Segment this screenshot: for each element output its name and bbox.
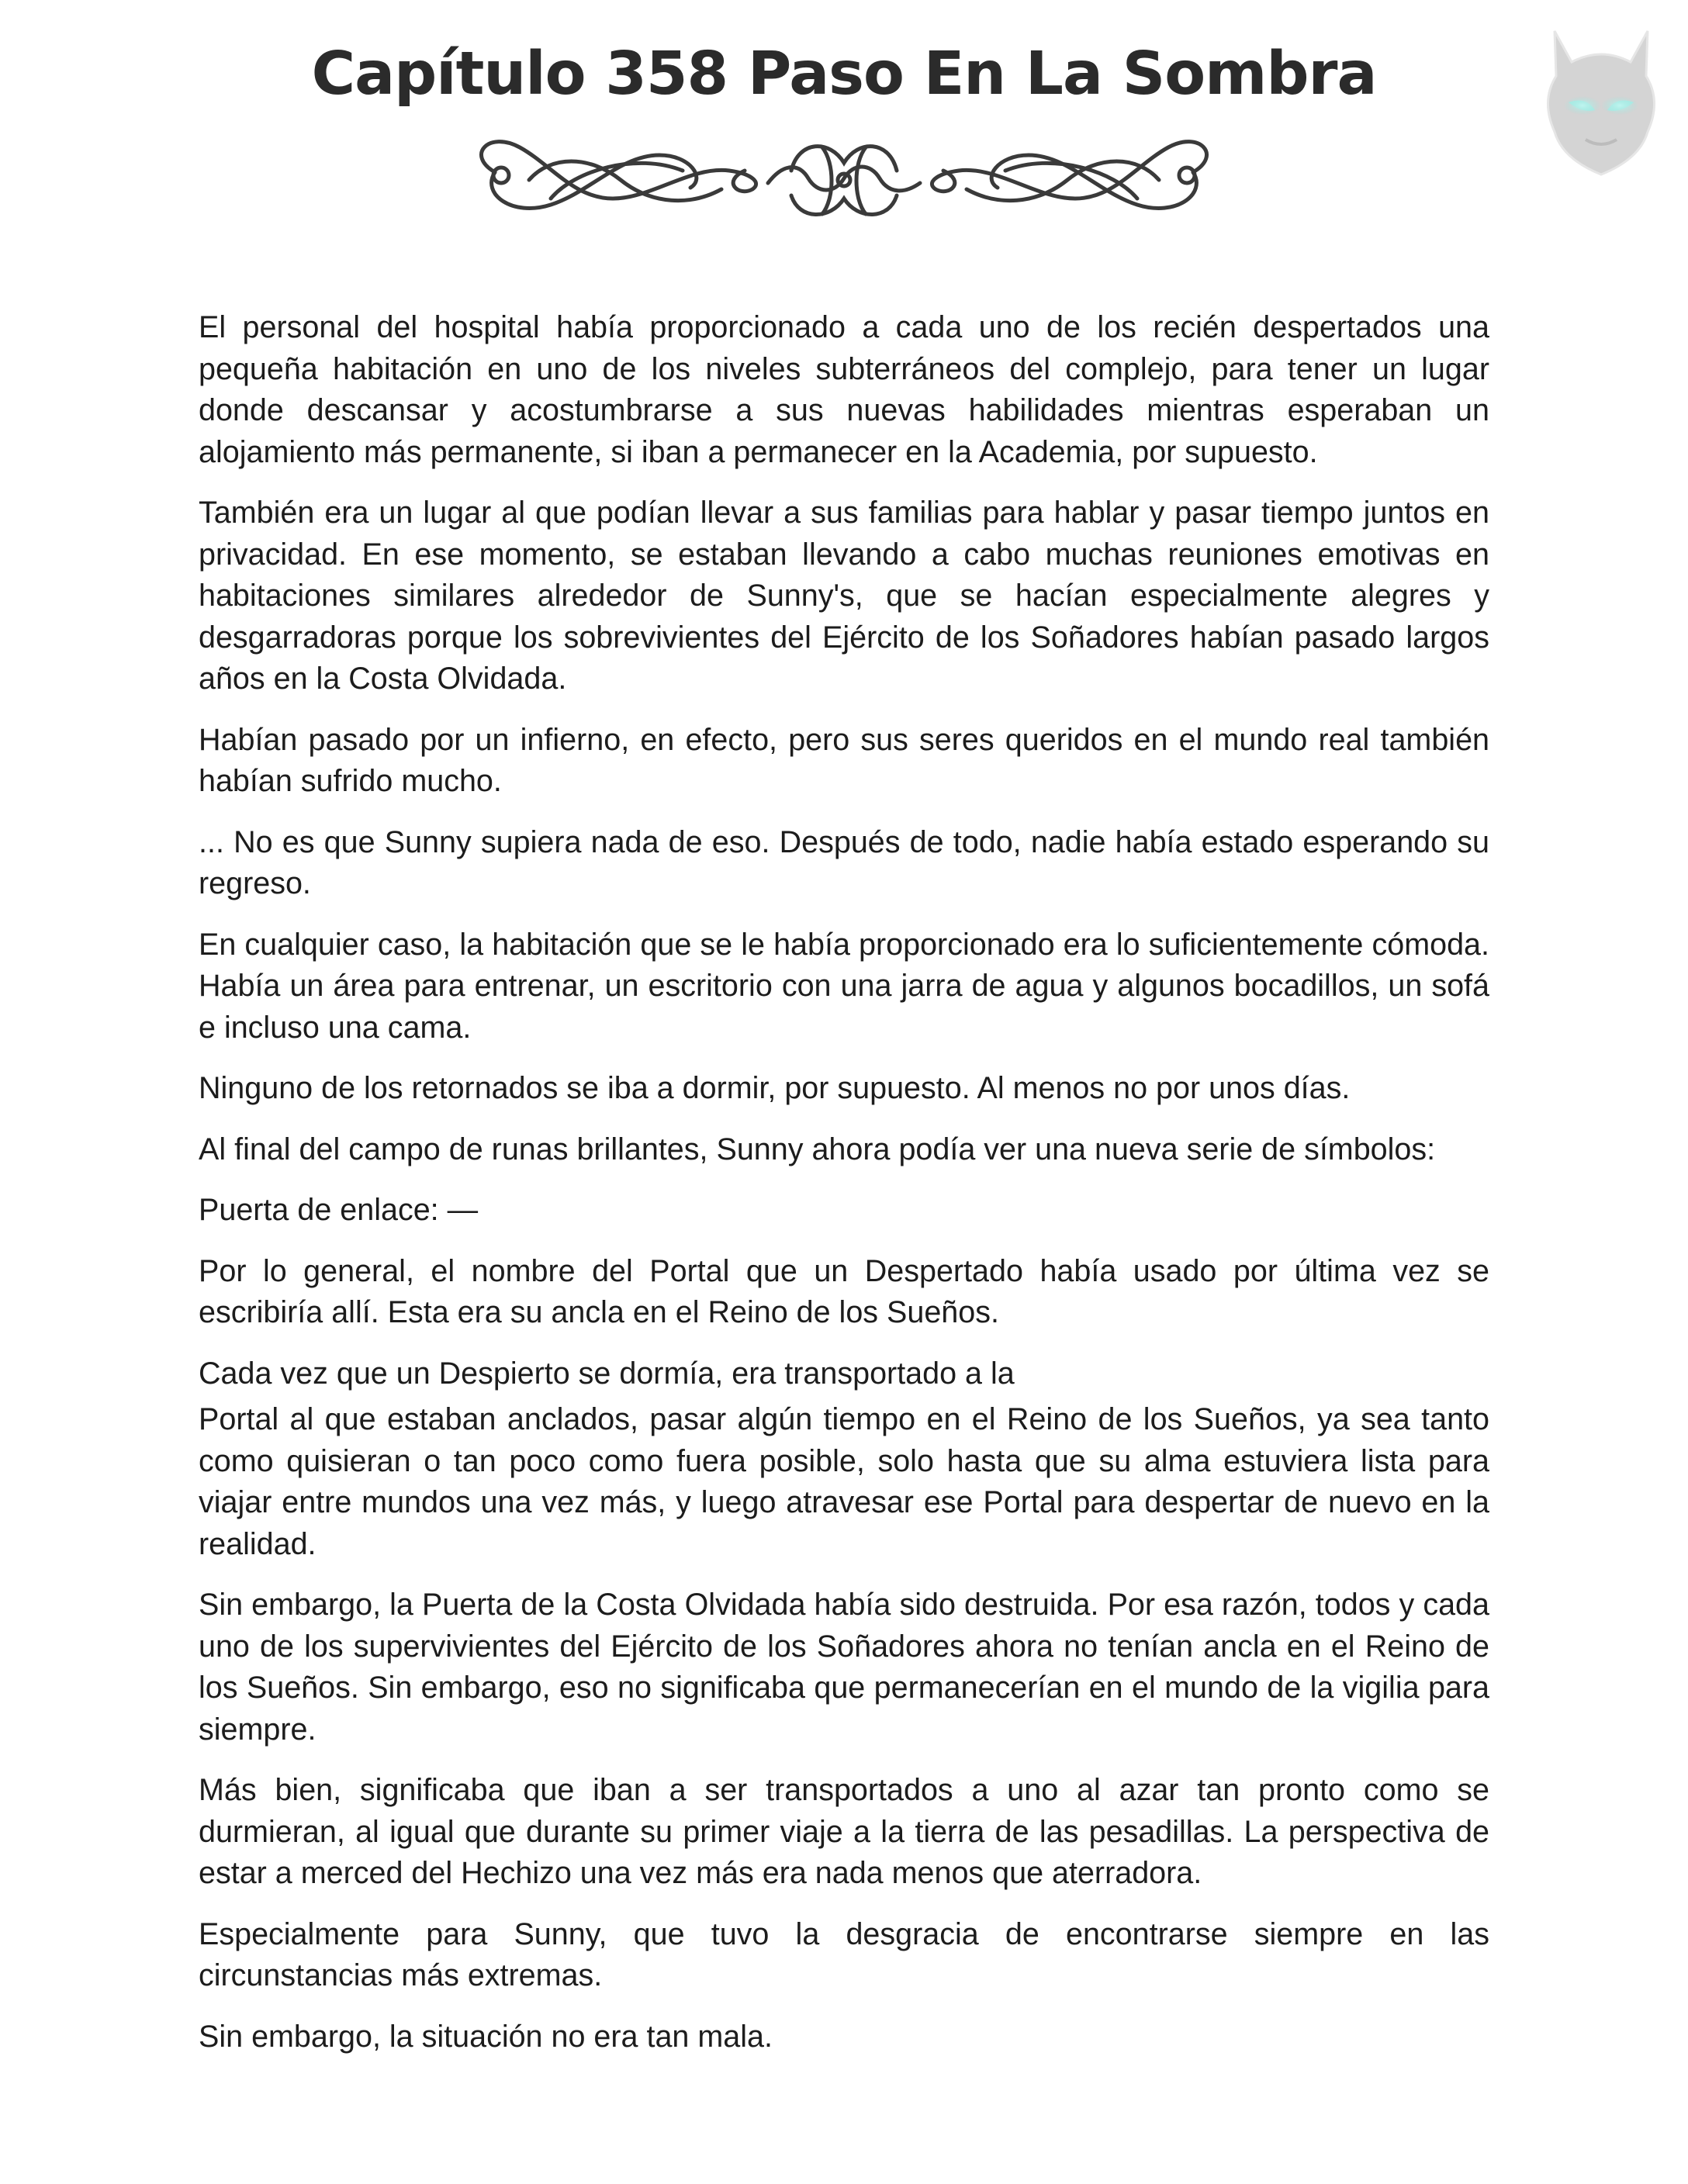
paragraph: Puerta de enlace: — — [199, 1193, 479, 1227]
paragraph: Más bien, significaba que iban a ser transportados a uno al azar tan pronto como se durmieran, al igual que durante su primer viaje a la tierra de las pesadillas. La perspectiva de estar a merced del Hechizo una vez más era nada menos que aterradora. — [199, 1773, 1489, 1890]
paragraph: Sin embargo, la Puerta de la Costa Olvidada había sido destruida. Por esa razón, todos y cada uno de los supervivientes del Ejército de los Soñadores ahora no tenían ancla en el Reino de los Sueños. Sin embargo, eso no significaba que permanecerían en el mundo de la vigilia para siempre. — [199, 1588, 1489, 1747]
paragraph: En cualquier caso, la habitación que se le había proporcionado era lo suficientemente cómoda. Había un área para entrenar, un escritorio con una jarra de agua y algunos bocadillos, un sofá e incluso una cama. — [199, 927, 1489, 1045]
flourish-divider-icon — [458, 124, 1230, 233]
paragraph: El personal del hospital había proporcionado a cada uno de los recién despertados una pequeña habitación en uno de los niveles subterráneos del complejo, para tener un lugar donde descansar y acostumbrarse a sus nuevas habilidades mientras esperaban un alojamiento más permanente, si iban a permanecer en la Academia, por supuesto. — [199, 310, 1489, 469]
paragraph: Habían pasado por un infierno, en efecto, pero sus seres queridos en el mundo real también habían sufrido mucho. — [199, 722, 1489, 798]
paragraph: Al final del campo de runas brillantes, Sunny ahora podía ver una nueva serie de símbolos: — [199, 1132, 1436, 1166]
paragraph: Especialmente para Sunny, que tuvo la desgracia de encontrarse siempre en las circunstancias más extremas. — [199, 1916, 1489, 1992]
demon-head-logo-icon — [1524, 16, 1679, 186]
paragraph: Sin embargo, la situación no era tan mala. — [199, 2019, 773, 2054]
paragraph: Ninguno de los retornados se iba a dormir, por supuesto. Al menos no por unos días. — [199, 1071, 1351, 1105]
paragraph: También era un lugar al que podían llevar a sus familias para hablar y pasar tiempo juntos en privacidad. En ese momento, se estaban llevando a cabo muchas reuniones emotivas en habitaciones similares alrededor de Sunny's, que se hacían especialmente alegres y desgarradoras porque los sobrevivientes del Ejército de los Soñadores habían pasado largos años en la Costa Olvidada. — [199, 496, 1489, 696]
paragraph: Por lo general, el nombre del Portal que un Despertado había usado por última vez se escribiría allí. Esta era su ancla en el Reino de los Sueños. — [199, 1253, 1489, 1329]
chapter-body — [199, 307, 1489, 2077]
paragraph: Cada vez que un Despierto se dormía, era transportado a la — [199, 1356, 1015, 1391]
chapter-title: Capítulo 358 Paso En La Sombra — [311, 40, 1377, 109]
paragraph: ... No es que Sunny supiera nada de eso. Después de todo, nadie había estado esperando su regreso. — [199, 824, 1489, 900]
paragraph: Portal al que estaban anclados, pasar algún tiempo en el Reino de los Sueños, ya sea tanto como quisieran o tan poco como fuera posible, solo hasta que su alma estuviera lista para viajar entre mundos una vez más, y luego atravesar ese Portal para despertar de nuevo en la realidad. — [199, 1402, 1489, 1561]
